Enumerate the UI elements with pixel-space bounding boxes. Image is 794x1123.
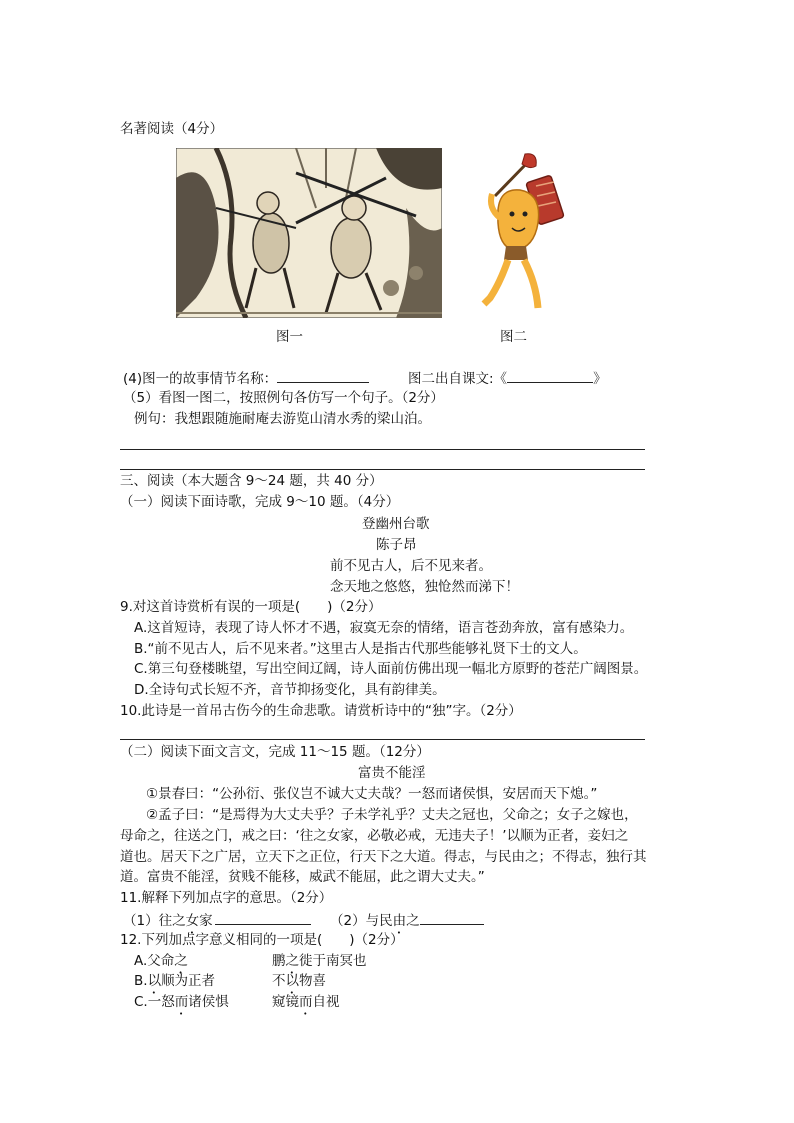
- dotted-char: 而: [174, 994, 189, 1010]
- example-sentence: 例句：我想跟随施耐庵去游览山清水秀的梁山泊。: [134, 411, 431, 427]
- figure-two-illustration: [470, 148, 570, 316]
- option-text: A.父命: [134, 953, 175, 969]
- text-title: 富贵不能淫: [358, 765, 426, 781]
- dotted-char: 以: [147, 973, 162, 989]
- poem-title: 登幽州台歌: [362, 516, 430, 532]
- passage-paragraph: ①景春曰：“公孙衍、张仪岂不诚大丈夫哉？一怒而诸侯惧，安居而天下熄。”: [146, 786, 598, 802]
- option-text: 窥镜: [272, 994, 299, 1010]
- answer-blank[interactable]: [420, 910, 484, 925]
- question-4-label: (4)图一的故事情节名称：: [123, 371, 278, 387]
- passage-paragraph: 道也。居天下之广居，立天下之正位，行天下之大道。得志，与民由之；不得志，独行其: [120, 849, 647, 865]
- dotted-char: 之: [174, 953, 188, 969]
- option-text: 不: [272, 973, 286, 989]
- item-text: 家: [199, 913, 213, 929]
- question-4-source-label: 图二出自课文:《: [408, 371, 508, 387]
- question-5: （5）看图一图二，按照例句各仿写一个句子。（2分）: [123, 390, 444, 406]
- figure-one-caption: 图一: [276, 329, 303, 345]
- option-c[interactable]: C.第三句登楼眺望，写出空间辽阔，诗人面前仿佛出现一幅北方原野的苍茫广阔图景。: [134, 661, 648, 677]
- option-b[interactable]: B.“前不见古人，后不见来者。”这里古人是指古代那些能够礼贤下士的文人。: [134, 641, 587, 657]
- passage-paragraph: 道。富贵不能淫，贫贱不能移，威武不能屈，此之谓大丈夫。”: [120, 869, 485, 885]
- figure-one-illustration: [176, 148, 442, 318]
- passage-paragraph: ②孟子曰：“是焉得为大丈夫乎？子未学礼乎？丈夫之冠也，父命之；女子之嫁也，: [146, 807, 638, 823]
- part-1-instruction: （一）阅读下面诗歌，完成 9～10 题。（4分）: [120, 494, 400, 510]
- passage-paragraph: 母命之，往送之门，戒之曰：‘往之女家，必敬必戒，无违夫子！’以顺为正者，妾妇之: [120, 828, 629, 844]
- poem-line: 前不见古人，后不见来者。: [330, 558, 492, 574]
- option-text: 顺为正者: [161, 973, 216, 989]
- dotted-char: 由: [392, 913, 407, 929]
- option-text: C.一怒: [134, 994, 175, 1010]
- dotted-char: 以: [285, 973, 299, 989]
- item-text: （1）往之: [123, 913, 186, 929]
- option-text: B.: [134, 973, 148, 989]
- question-4: [123, 368, 369, 388]
- question-4-source-close: 》: [593, 371, 607, 387]
- poem-line: 念天地之悠悠，独怆然而涕下！: [330, 579, 519, 595]
- option-text: 诸侯惧: [188, 994, 229, 1010]
- dotted-char: 之: [285, 953, 299, 969]
- option-c[interactable]: [134, 993, 229, 1018]
- question-10: 10.此诗是一首吊古伤今的生命悲歌。请赏析诗中的“独”字。（2分）: [120, 703, 522, 719]
- section-title: 名著阅读（4分）: [120, 121, 224, 137]
- section-3-header: 三、阅读（本大题含 9～24 题，共 40 分）: [120, 473, 383, 489]
- option-text: 物喜: [299, 973, 326, 989]
- dotted-char: 女: [185, 913, 200, 929]
- answer-line[interactable]: [120, 449, 645, 450]
- poem-author: 陈子昂: [376, 537, 417, 553]
- answer-blank[interactable]: [215, 910, 311, 925]
- item-text: 之: [406, 913, 420, 929]
- figure-two-caption: 图二: [500, 329, 527, 345]
- option-c-compare: [272, 993, 340, 1018]
- item-text: （2）与民: [330, 913, 393, 929]
- question-12: 12.下列加点字意义相同的一项是( )（2分）: [120, 932, 404, 948]
- answer-blank-text[interactable]: [507, 368, 593, 383]
- option-text: 鹏: [272, 953, 286, 969]
- option-text: 自视: [312, 994, 340, 1010]
- dotted-char: 而: [299, 994, 313, 1010]
- part-2-instruction: （二）阅读下面文言文，完成 11～15 题。（12分）: [120, 744, 430, 760]
- option-d[interactable]: D.全诗句式长短不齐，音节抑扬变化，具有韵律美。: [134, 682, 446, 698]
- answer-blank-plot[interactable]: [277, 368, 369, 383]
- option-text: 徙于南冥也: [299, 953, 367, 969]
- question-11: 11.解释下列加点字的意思。（2分）: [120, 890, 333, 906]
- answer-line[interactable]: [120, 739, 645, 740]
- question-4-source: [408, 368, 607, 388]
- question-9: 9.对这首诗赏析有误的一项是( )（2分）: [120, 599, 382, 615]
- answer-line[interactable]: [120, 469, 645, 470]
- option-a[interactable]: A.这首短诗，表现了诗人怀才不遇，寂寞无奈的情绪，语言苍劲奔放，富有感染力。: [134, 620, 634, 636]
